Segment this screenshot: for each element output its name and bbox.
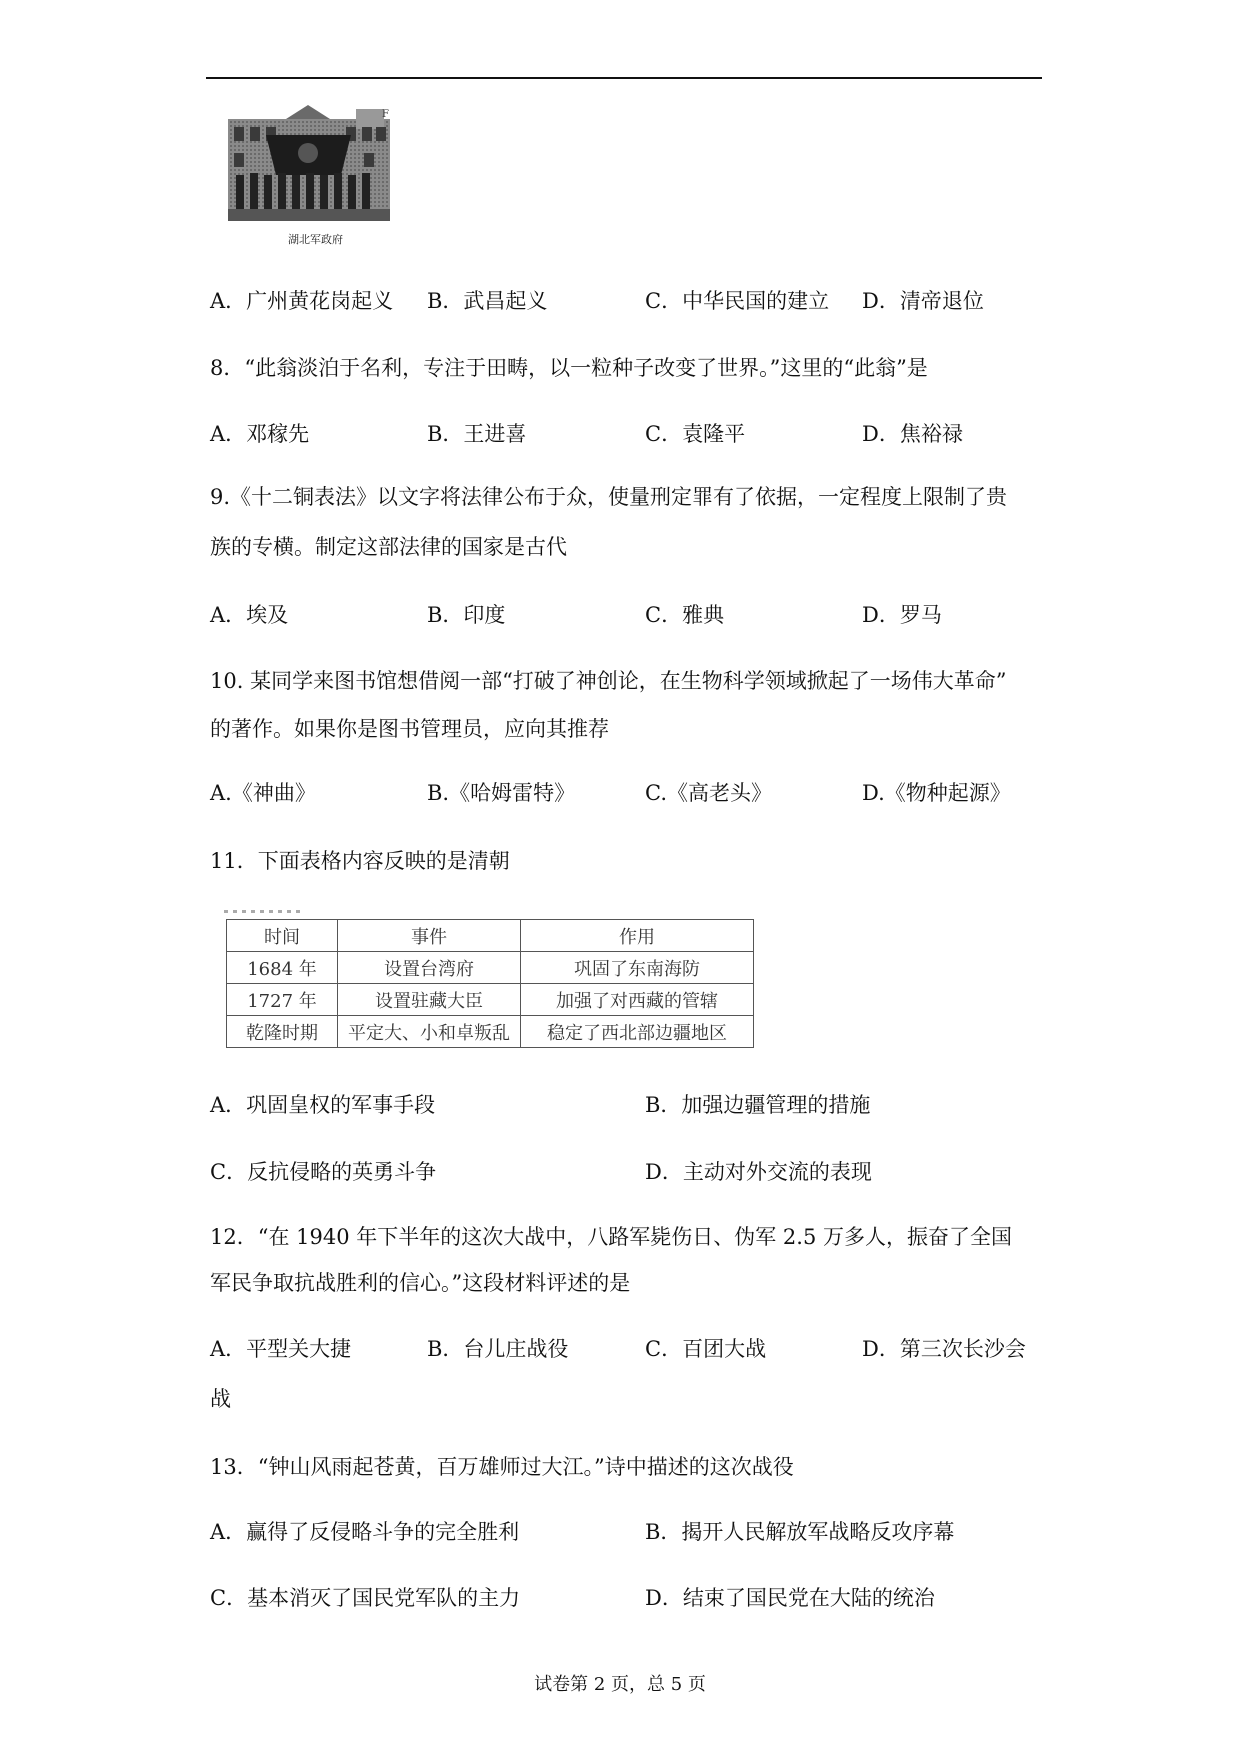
q7-option-a: A．广州黄花岗起义 <box>210 289 394 313</box>
table-scan-artifact <box>224 910 304 913</box>
table-header-event: 事件 <box>338 920 521 952</box>
table-cell: 平定大、小和卓叛乱 <box>338 1016 521 1048</box>
photo-caption: 湖北军政府 <box>288 233 343 246</box>
q11-option-b: B．加强边疆管理的措施 <box>645 1093 871 1117</box>
hubei-military-government-photo <box>226 105 411 248</box>
table-row <box>227 984 754 1016</box>
q8-option-a: A．邓稼先 <box>210 422 310 446</box>
q7-option-d: D．清帝退位 <box>862 289 984 313</box>
table-cell: 1684 年 <box>227 952 338 984</box>
q12-option-b: B．台儿庄战役 <box>427 1337 569 1361</box>
svg-text:F: F <box>382 109 389 120</box>
q9-stem-line1: 9.《十二铜表法》以文字将法律公布于众，使量刑定罪有了依据，一定程度上限制了贵 <box>210 485 1008 509</box>
q7-option-b: B．武昌起义 <box>427 289 548 313</box>
q12-option-d-wrap: 战 <box>210 1387 231 1411</box>
table-header-time: 时间 <box>227 920 338 952</box>
q12-option-d: D．第三次长沙会 <box>862 1337 1026 1361</box>
q8-option-c: C．袁隆平 <box>645 422 746 446</box>
q12-stem-line2: 军民争取抗战胜利的信心。”这段材料评述的是 <box>210 1271 631 1295</box>
table-cell: 稳定了西北部边疆地区 <box>521 1016 754 1048</box>
q12-option-c: C．百团大战 <box>645 1337 767 1361</box>
q11-option-d: D．主动对外交流的表现 <box>645 1160 872 1184</box>
q11-option-a: A．巩固皇权的军事手段 <box>210 1093 436 1117</box>
q13-option-d: D．结束了国民党在大陆的统治 <box>645 1586 935 1610</box>
q10-option-a: A.《神曲》 <box>210 781 316 805</box>
table-header-row <box>227 920 754 952</box>
q8-stem: 8．“此翁淡泊于名利，专注于田畴，以一粒种子改变了世界。”这里的“此翁”是 <box>210 356 928 380</box>
q9-stem-line2: 族的专横。制定这部法律的国家是古代 <box>210 535 567 559</box>
q9-option-b: B．印度 <box>427 603 506 627</box>
q11-option-c: C．反抗侵略的英勇斗争 <box>210 1160 437 1184</box>
q9-option-a: A．埃及 <box>210 603 289 627</box>
table-cell: 加强了对西藏的管辖 <box>521 984 754 1016</box>
table-cell: 巩固了东南海防 <box>521 952 754 984</box>
q10-stem-line1: 10. 某同学来图书馆想借阅一部“打破了神创论，在生物科学领域掀起了一场伟大革命” <box>210 669 1007 693</box>
header-rule <box>206 77 1042 79</box>
qing-events-table <box>226 919 754 1048</box>
q10-option-d: D.《物种起源》 <box>862 781 1011 805</box>
q7-option-c: C．中华民国的建立 <box>645 289 830 313</box>
page-footer: 试卷第 2 页，总 5 页 <box>534 1674 706 1695</box>
q8-option-b: B．王进喜 <box>427 422 527 446</box>
table-cell: 设置台湾府 <box>338 952 521 984</box>
table-cell: 设置驻藏大臣 <box>338 984 521 1016</box>
q12-option-a: A．平型关大捷 <box>210 1337 352 1361</box>
q10-stem-line2: 的著作。如果你是图书管理员，应向其推荐 <box>210 717 609 741</box>
table-cell: 乾隆时期 <box>227 1016 338 1048</box>
q13-option-a: A．赢得了反侵略斗争的完全胜利 <box>210 1520 520 1544</box>
q11-stem: 11．下面表格内容反映的是清朝 <box>210 849 510 873</box>
q13-option-b: B．揭开人民解放军战略反攻序幕 <box>645 1520 955 1544</box>
q10-option-b: B.《哈姆雷特》 <box>427 781 576 805</box>
table-row <box>227 1016 754 1048</box>
q8-option-d: D．焦裕禄 <box>862 422 963 446</box>
q10-option-c: C.《高老头》 <box>645 781 772 805</box>
q13-stem: 13．“钟山风雨起苍黄，百万雄师过大江。”诗中描述的这次战役 <box>210 1455 794 1479</box>
q9-option-c: C．雅典 <box>645 603 725 627</box>
table-row <box>227 952 754 984</box>
table-header-effect: 作用 <box>521 920 754 952</box>
table-cell: 1727 年 <box>227 984 338 1016</box>
q13-option-c: C．基本消灭了国民党军队的主力 <box>210 1586 521 1610</box>
q12-stem-line1: 12．“在 1940 年下半年的这次大战中，八路军毙伤日、伪军 2.5 万多人，振奋了全国 <box>210 1225 1012 1249</box>
q9-option-d: D．罗马 <box>862 603 942 627</box>
